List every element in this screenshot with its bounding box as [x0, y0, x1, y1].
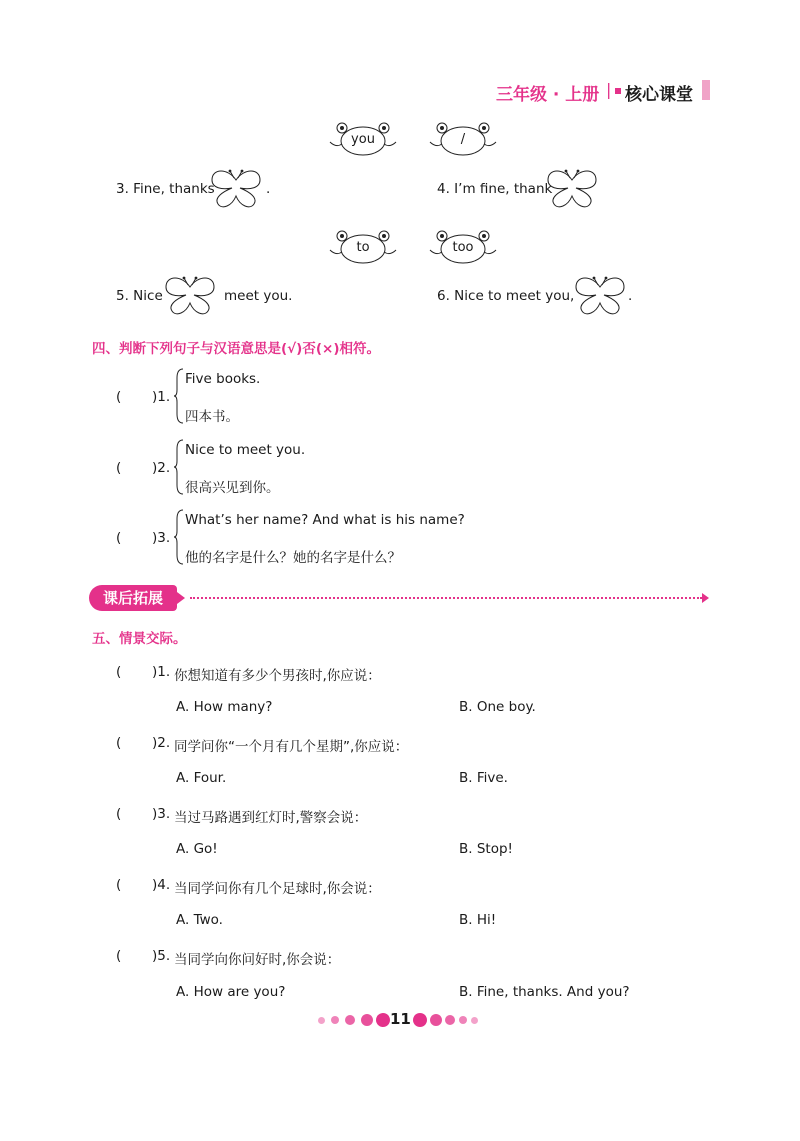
question-text: 你想知道有多少个男孩时,你应说：: [174, 668, 381, 684]
option-b[interactable]: B. Five.: [459, 770, 508, 786]
divider-arrow-icon: [702, 593, 709, 603]
answer-paren-open[interactable]: (: [116, 530, 122, 546]
page-dot-icon: [445, 1015, 455, 1025]
word-bank-slash: /: [460, 132, 466, 147]
page-dot-icon: [376, 1013, 390, 1027]
answer-paren-open[interactable]: (: [116, 664, 122, 680]
section-5-title: 五、情景交际。: [92, 631, 187, 647]
section-4-title: 四、判断下列句子与汉语意思是(√)否(×)相符。: [92, 341, 380, 357]
header-grade: 三年级 · 上册: [496, 85, 600, 105]
option-b[interactable]: B. Fine, thanks. And you?: [459, 984, 630, 1000]
option-a[interactable]: A. Two.: [176, 912, 223, 928]
sentence-cn: 四本书。: [185, 409, 239, 425]
question-number: )4.: [152, 877, 171, 893]
item-number: )3.: [152, 530, 171, 546]
page-number: 11: [390, 1010, 411, 1028]
header-course: 核心课堂: [625, 85, 693, 105]
page-dot-icon: [459, 1016, 467, 1024]
option-a[interactable]: A. Go!: [176, 841, 218, 857]
word-bank-you: you: [351, 132, 375, 147]
sentence-en: Nice to meet you.: [185, 442, 306, 458]
brace-icon: [174, 509, 184, 565]
answer-paren-open[interactable]: (: [116, 806, 122, 822]
sentence-cn: 很高兴见到你。: [185, 480, 280, 496]
question-number: )3.: [152, 806, 171, 822]
option-b[interactable]: B. Hi!: [459, 912, 497, 928]
answer-paren-open[interactable]: (: [116, 877, 122, 893]
page-dot-icon: [471, 1017, 478, 1024]
fill-item-4: 4. I’m fine, thank: [437, 181, 553, 197]
frog-icon: [328, 118, 398, 160]
word-bank-too: too: [452, 240, 474, 255]
fill-item-5-end: meet you.: [224, 288, 293, 304]
page-dot-icon: [413, 1013, 427, 1027]
question-text: 当同学问你有几个足球时,你会说：: [174, 881, 381, 897]
page-dot-icon: [430, 1014, 442, 1026]
page-dot-icon: [331, 1016, 339, 1024]
fill-item-5: 5. Nice: [116, 288, 163, 304]
answer-paren-open[interactable]: (: [116, 389, 122, 405]
butterfly-blank-icon[interactable]: [208, 168, 264, 210]
question-number: )2.: [152, 735, 171, 751]
frog-icon: [428, 118, 498, 160]
page-dot-icon: [318, 1017, 325, 1024]
header-bar: [702, 80, 710, 100]
option-a[interactable]: A. How are you?: [176, 984, 286, 1000]
word-bank-to: to: [356, 240, 370, 255]
fill-item-6: 6. Nice to meet you,: [437, 288, 575, 304]
fill-item-3: 3. Fine, thanks: [116, 181, 215, 197]
frog-icon: [428, 226, 498, 268]
question-text: 同学问你“一个月有几个星期”,你应说：: [174, 739, 409, 755]
answer-paren-open[interactable]: (: [116, 735, 122, 751]
butterfly-blank-icon[interactable]: [162, 275, 218, 317]
sentence-en: What’s her name? And what is his name?: [185, 512, 465, 528]
banner-arrow-icon: [177, 592, 185, 604]
item-number: )1.: [152, 389, 171, 405]
after-class-banner: 课后拓展: [89, 585, 177, 611]
dotted-divider: [190, 597, 702, 599]
question-text: 当过马路遇到红灯时,警察会说：: [174, 810, 368, 826]
butterfly-blank-icon[interactable]: [572, 275, 628, 317]
question-number: )1.: [152, 664, 171, 680]
option-b[interactable]: B. One boy.: [459, 699, 536, 715]
butterfly-blank-icon[interactable]: [544, 168, 600, 210]
header-separator: |: [606, 80, 612, 99]
brace-icon: [174, 439, 184, 495]
item-number: )2.: [152, 460, 171, 476]
brace-icon: [174, 368, 184, 424]
fill-item-3-end: .: [266, 181, 271, 197]
sentence-cn: 他的名字是什么？她的名字是什么？: [185, 550, 401, 566]
question-text: 当同学向你问好时,你会说：: [174, 952, 341, 968]
header-square-icon: [615, 88, 621, 94]
answer-paren-open[interactable]: (: [116, 460, 122, 476]
question-number: )5.: [152, 948, 171, 964]
option-b[interactable]: B. Stop!: [459, 841, 513, 857]
option-a[interactable]: A. Four.: [176, 770, 227, 786]
frog-icon: [328, 226, 398, 268]
answer-paren-open[interactable]: (: [116, 948, 122, 964]
fill-item-6-end: .: [628, 288, 633, 304]
page-dot-icon: [345, 1015, 355, 1025]
page-dot-icon: [361, 1014, 373, 1026]
option-a[interactable]: A. How many?: [176, 699, 273, 715]
sentence-en: Five books.: [185, 371, 261, 387]
